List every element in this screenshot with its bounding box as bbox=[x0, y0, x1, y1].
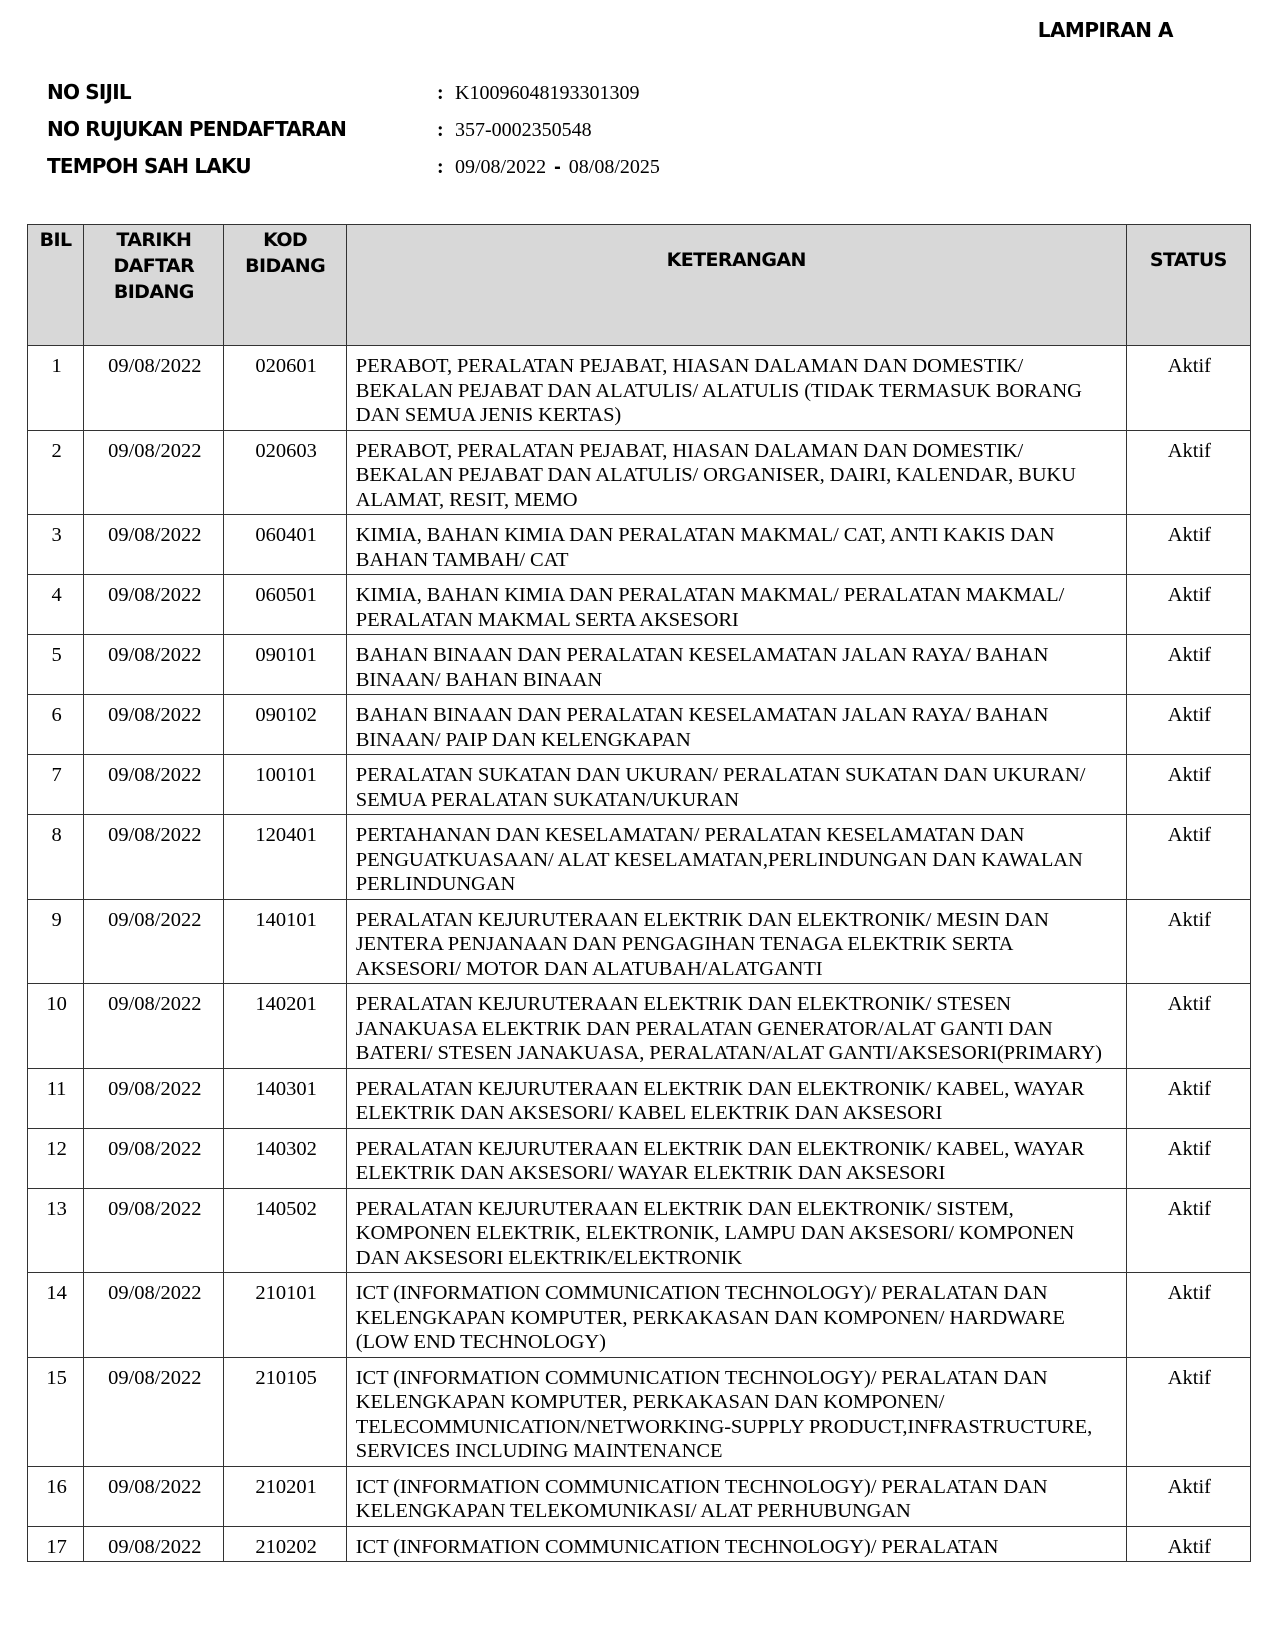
keterangan-cell: ICT (INFORMATION COMMUNICATION TECHNOLOGY)/ PERALATAN DAN KELENGKAPAN TELEKOMUNIKASI/ ALAT PERHUBUNGAN bbox=[346, 1466, 1126, 1526]
status-cell: Aktif bbox=[1126, 346, 1250, 431]
tarikh-cell: 09/08/2022 bbox=[84, 346, 224, 431]
tempoh-start: 09/08/2022 bbox=[455, 156, 547, 178]
no-sijil-row bbox=[47, 80, 660, 117]
table-row bbox=[28, 1273, 1251, 1358]
keterangan-cell: PERALATAN KEJURUTERAAN ELEKTRIK DAN ELEKTRONIK/ KABEL, WAYAR ELEKTRIK DAN AKSESORI/ WAYAR ELEKTRIK DAN AKSESORI bbox=[346, 1128, 1126, 1188]
table-row bbox=[28, 695, 1251, 755]
kod-cell: 140502 bbox=[224, 1188, 346, 1273]
status-cell: Aktif bbox=[1126, 575, 1250, 635]
table-row bbox=[28, 1526, 1251, 1562]
table-body bbox=[28, 346, 1251, 1562]
bil-cell: 14 bbox=[28, 1273, 84, 1358]
bil-cell: 2 bbox=[28, 430, 84, 515]
kod-cell: 140101 bbox=[224, 899, 346, 984]
bil-cell: 17 bbox=[28, 1526, 84, 1562]
status-cell: Aktif bbox=[1126, 635, 1250, 695]
header-tarikh-line3: BIDANG bbox=[113, 281, 194, 303]
header-keterangan-text: KETERANGAN bbox=[666, 249, 806, 271]
keterangan-cell: PERALATAN KEJURUTERAAN ELEKTRIK DAN ELEKTRONIK/ SISTEM, KOMPONEN ELEKTRIK, ELEKTRONIK, LAMPU DAN AKSESORI/ KOMPONEN DAN AKSESORI ELEKTRIK/ELEKTRONIK bbox=[346, 1188, 1126, 1273]
tarikh-cell: 09/08/2022 bbox=[84, 755, 224, 815]
table-row bbox=[28, 575, 1251, 635]
status-cell: Aktif bbox=[1126, 899, 1250, 984]
bil-cell: 16 bbox=[28, 1466, 84, 1526]
header-kod-line1: KOD bbox=[263, 229, 308, 251]
kod-cell: 020601 bbox=[224, 346, 346, 431]
bil-cell: 10 bbox=[28, 984, 84, 1069]
tarikh-cell: 09/08/2022 bbox=[84, 899, 224, 984]
status-cell: Aktif bbox=[1126, 515, 1250, 575]
status-cell: Aktif bbox=[1126, 1357, 1250, 1466]
bil-cell: 7 bbox=[28, 755, 84, 815]
header-kod-line2: BIDANG bbox=[245, 255, 326, 277]
status-cell: Aktif bbox=[1126, 1526, 1250, 1562]
keterangan-cell: PERALATAN SUKATAN DAN UKURAN/ PERALATAN SUKATAN DAN UKURAN/ SEMUA PERALATAN SUKATAN/UKURAN bbox=[346, 755, 1126, 815]
header-status-text: STATUS bbox=[1149, 249, 1227, 271]
keterangan-cell: KIMIA, BAHAN KIMIA DAN PERALATAN MAKMAL/ PERALATAN MAKMAL/ PERALATAN MAKMAL SERTA AKSESORI bbox=[346, 575, 1126, 635]
tarikh-cell: 09/08/2022 bbox=[84, 635, 224, 695]
header-tarikh-line2: DAFTAR bbox=[113, 255, 195, 277]
tarikh-cell: 09/08/2022 bbox=[84, 430, 224, 515]
no-rujukan-row bbox=[47, 117, 660, 154]
bil-cell: 6 bbox=[28, 695, 84, 755]
bil-cell: 9 bbox=[28, 899, 84, 984]
tarikh-cell: 09/08/2022 bbox=[84, 815, 224, 900]
tempoh-row bbox=[47, 154, 660, 191]
keterangan-cell: BAHAN BINAAN DAN PERALATAN KESELAMATAN JALAN RAYA/ BAHAN BINAAN/ BAHAN BINAAN bbox=[346, 635, 1126, 695]
kod-cell: 210105 bbox=[224, 1357, 346, 1466]
header-bil-text: BIL bbox=[39, 229, 72, 251]
table-row bbox=[28, 755, 1251, 815]
page-title: LAMPIRAN A bbox=[1037, 18, 1173, 42]
status-cell: Aktif bbox=[1126, 1128, 1250, 1188]
tarikh-cell: 09/08/2022 bbox=[84, 1188, 224, 1273]
tarikh-cell: 09/08/2022 bbox=[84, 515, 224, 575]
status-cell: Aktif bbox=[1126, 815, 1250, 900]
tempoh-label: TEMPOH SAH LAKU bbox=[47, 154, 251, 178]
kod-cell: 140201 bbox=[224, 984, 346, 1069]
kod-cell: 140301 bbox=[224, 1068, 346, 1128]
bil-cell: 4 bbox=[28, 575, 84, 635]
bil-cell: 15 bbox=[28, 1357, 84, 1466]
table-row bbox=[28, 515, 1251, 575]
no-rujukan-value: 357-0002350548 bbox=[455, 119, 592, 141]
keterangan-cell: ICT (INFORMATION COMMUNICATION TECHNOLOGY)/ PERALATAN DAN KELENGKAPAN KOMPUTER, PERKAKASAN DAN KOMPONEN/ HARDWARE (LOW END TECHNOLOGY) bbox=[346, 1273, 1126, 1358]
table-row bbox=[28, 899, 1251, 984]
tarikh-cell: 09/08/2022 bbox=[84, 1526, 224, 1562]
status-cell: Aktif bbox=[1126, 1466, 1250, 1526]
table-row bbox=[28, 1466, 1251, 1526]
kod-cell: 060501 bbox=[224, 575, 346, 635]
tarikh-cell: 09/08/2022 bbox=[84, 1128, 224, 1188]
header-tarikh bbox=[84, 225, 224, 346]
header-kod bbox=[224, 225, 346, 346]
status-cell: Aktif bbox=[1126, 430, 1250, 515]
header-status bbox=[1126, 225, 1250, 346]
bil-cell: 5 bbox=[28, 635, 84, 695]
table-row bbox=[28, 1128, 1251, 1188]
kod-cell: 210101 bbox=[224, 1273, 346, 1358]
kod-cell: 090101 bbox=[224, 635, 346, 695]
keterangan-cell: KIMIA, BAHAN KIMIA DAN PERALATAN MAKMAL/ CAT, ANTI KAKIS DAN BAHAN TAMBAH/ CAT bbox=[346, 515, 1126, 575]
no-rujukan-label: NO RUJUKAN PENDAFTARAN bbox=[47, 117, 347, 141]
no-sijil-value: K10096048193301309 bbox=[455, 82, 640, 104]
status-cell: Aktif bbox=[1126, 1188, 1250, 1273]
keterangan-cell: PERABOT, PERALATAN PEJABAT, HIASAN DALAMAN DAN DOMESTIK/ BEKALAN PEJABAT DAN ALATULIS/ ALATULIS (TIDAK TERMASUK BORANG DAN SEMUA JENIS KERTAS) bbox=[346, 346, 1126, 431]
tempoh-separator: - bbox=[554, 156, 561, 178]
bil-cell: 3 bbox=[28, 515, 84, 575]
kod-cell: 210202 bbox=[224, 1526, 346, 1562]
bil-cell: 13 bbox=[28, 1188, 84, 1273]
tarikh-cell: 09/08/2022 bbox=[84, 1068, 224, 1128]
kod-cell: 020603 bbox=[224, 430, 346, 515]
table-row bbox=[28, 430, 1251, 515]
tarikh-cell: 09/08/2022 bbox=[84, 575, 224, 635]
tarikh-cell: 09/08/2022 bbox=[84, 1357, 224, 1466]
tarikh-cell: 09/08/2022 bbox=[84, 695, 224, 755]
keterangan-cell: PERABOT, PERALATAN PEJABAT, HIASAN DALAMAN DAN DOMESTIK/ BEKALAN PEJABAT DAN ALATULIS/ ORGANISER, DAIRI, KALENDAR, BUKU ALAMAT, RESIT, MEMO bbox=[346, 430, 1126, 515]
status-cell: Aktif bbox=[1126, 695, 1250, 755]
keterangan-cell: PERALATAN KEJURUTERAAN ELEKTRIK DAN ELEKTRONIK/ MESIN DAN JENTERA PENJANAAN DAN PENGAGIHAN TENAGA ELEKTRIK SERTA AKSESORI/ MOTOR DAN ALATUBAH/ALATGANTI bbox=[346, 899, 1126, 984]
status-cell: Aktif bbox=[1126, 1068, 1250, 1128]
no-sijil-label: NO SIJIL bbox=[47, 80, 131, 104]
kod-cell: 090102 bbox=[224, 695, 346, 755]
bil-cell: 1 bbox=[28, 346, 84, 431]
colon: : bbox=[437, 82, 444, 104]
keterangan-cell: PERALATAN KEJURUTERAAN ELEKTRIK DAN ELEKTRONIK/ STESEN JANAKUASA ELEKTRIK DAN PERALATAN GENERATOR/ALAT GANTI DAN BATERI/ STESEN JANAKUASA, PERALATAN/ALAT GANTI/AKSESORI(PRIMARY) bbox=[346, 984, 1126, 1069]
bidang-table bbox=[27, 224, 1251, 1562]
status-cell: Aktif bbox=[1126, 1273, 1250, 1358]
keterangan-cell: PERTAHANAN DAN KESELAMATAN/ PERALATAN KESELAMATAN DAN PENGUATKUASAAN/ ALAT KESELAMATAN,PERLINDUNGAN DAN KAWALAN PERLINDUNGAN bbox=[346, 815, 1126, 900]
kod-cell: 210201 bbox=[224, 1466, 346, 1526]
keterangan-cell: BAHAN BINAAN DAN PERALATAN KESELAMATAN JALAN RAYA/ BAHAN BINAAN/ PAIP DAN KELENGKAPAN bbox=[346, 695, 1126, 755]
table-row bbox=[28, 815, 1251, 900]
table-header-row bbox=[28, 225, 1251, 346]
kod-cell: 140302 bbox=[224, 1128, 346, 1188]
keterangan-cell: ICT (INFORMATION COMMUNICATION TECHNOLOGY)/ PERALATAN DAN KELENGKAPAN KOMPUTER, PERKAKASAN DAN KOMPONEN/ TELECOMMUNICATION/NETWORKING-SUPPLY PRODUCT,INFRASTRUCTURE, SERVICES INCLUDING MAINTENANCE bbox=[346, 1357, 1126, 1466]
certificate-info bbox=[47, 80, 660, 191]
bil-cell: 12 bbox=[28, 1128, 84, 1188]
kod-cell: 060401 bbox=[224, 515, 346, 575]
table-row bbox=[28, 346, 1251, 431]
tarikh-cell: 09/08/2022 bbox=[84, 1466, 224, 1526]
table-row bbox=[28, 984, 1251, 1069]
table-row bbox=[28, 1357, 1251, 1466]
keterangan-cell: ICT (INFORMATION COMMUNICATION TECHNOLOGY)/ PERALATAN bbox=[346, 1526, 1126, 1562]
tempoh-end: 08/08/2025 bbox=[568, 156, 660, 178]
tarikh-cell: 09/08/2022 bbox=[84, 984, 224, 1069]
table-row bbox=[28, 1068, 1251, 1128]
status-cell: Aktif bbox=[1126, 755, 1250, 815]
kod-cell: 120401 bbox=[224, 815, 346, 900]
table-row bbox=[28, 635, 1251, 695]
keterangan-cell: PERALATAN KEJURUTERAAN ELEKTRIK DAN ELEKTRONIK/ KABEL, WAYAR ELEKTRIK DAN AKSESORI/ KABEL ELEKTRIK DAN AKSESORI bbox=[346, 1068, 1126, 1128]
header-tarikh-line1: TARIKH bbox=[116, 229, 192, 251]
colon: : bbox=[437, 156, 444, 178]
header-keterangan bbox=[346, 225, 1126, 346]
bil-cell: 11 bbox=[28, 1068, 84, 1128]
colon: : bbox=[437, 119, 444, 141]
header-bil bbox=[28, 225, 84, 346]
tarikh-cell: 09/08/2022 bbox=[84, 1273, 224, 1358]
table-row bbox=[28, 1188, 1251, 1273]
bil-cell: 8 bbox=[28, 815, 84, 900]
status-cell: Aktif bbox=[1126, 984, 1250, 1069]
kod-cell: 100101 bbox=[224, 755, 346, 815]
